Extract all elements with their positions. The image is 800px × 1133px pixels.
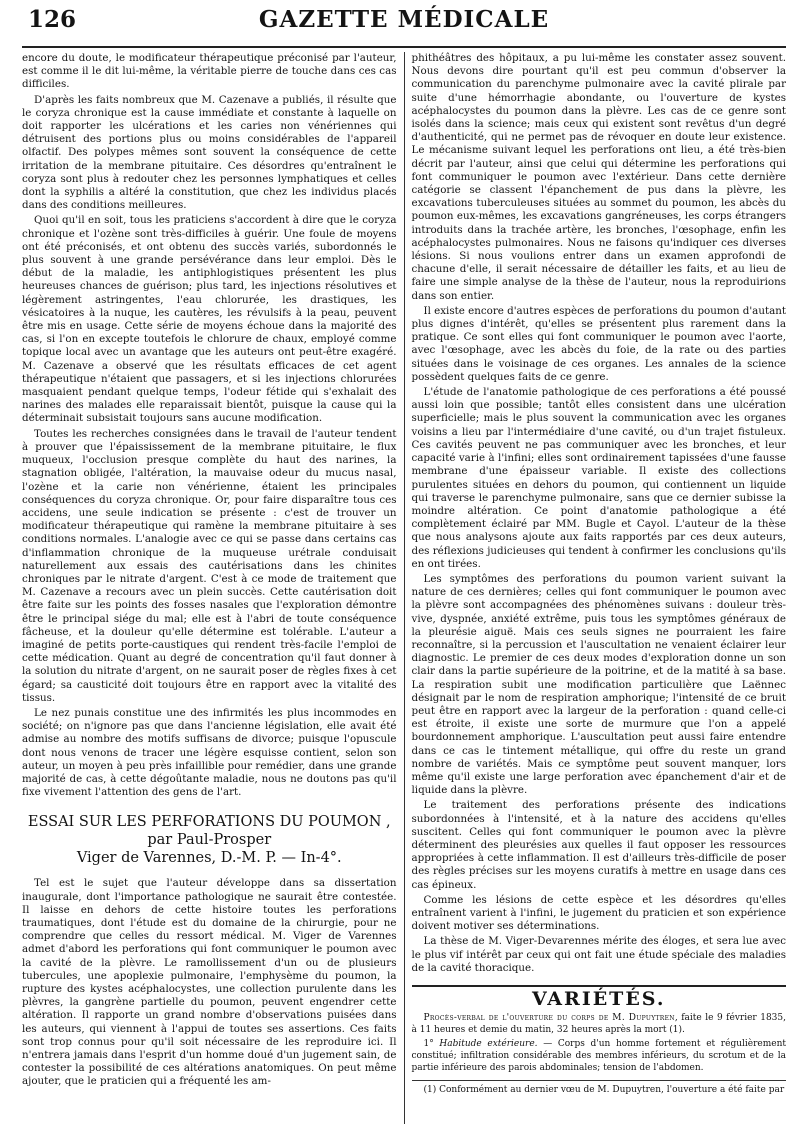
paragraph: Quoi qu'il en soit, tous les praticiens s'accordent à dire que le coryza chronique et l'ozène sont très-difficiles à guérir. Une foule de moyens ont été préconisés, et ont obtenu des succès variés, subordonnés le plus souvent à une grande persévérance dans leur emploi. Dès le début de la maladie, les antiphlogistiques présentent les plus heureuses chances de guérison; plus tard, les injections résolutives et légèrement astringentes, l'eau chlorurée, les drastiques, les vésicatoires à la nuque, les cautères, les révulsifs à la peau, peuvent être mis en usage. Cette série de moyens échoue dans la majorité des cas, si l'on en excepte toutefois le chlorure de chaux, employé comme topique local avec un avantage que les auteurs ont peut-être exagéré. M. Cazenave a observé que les résultats efficaces de cet agent thérapeutique n'étaient que passagers, et si les injections chlorurées masquaient pendant quelque temps, l'odeur fétide qui s'exhalait des narines des malades elle reparaissait bientôt, puisque la cause qui la déterminait subsistait toujours sans aucune modification. [22, 214, 397, 425]
paragraph: phithéâtres des hôpitaux, a pu lui-même les constater assez souvent. Nous devons dire pourtant qu'il est peu commun d'observer la communication du parenchyme pulmonaire avec la cavité plirale par suite d'une hémorrhagie abondante, ou l'ouverture de kystes acéphalocystes du poumon dans la plèvre. Les cas de ce genre sont isolés dans la science; mais ceux qui existent sont revêtus d'un degré d'authenticité, qui ne permet pas de révoquer en doute leur existence. Le mécanisme suivant lequel les perforations ont lieu, a été très-bien décrit par l'auteur, ainsi que celui qui détermine les perforations qui font communiquer le poumon avec l'extérieur. Dans cette dernière catégorie se classent l'épanchement de pus dans la plèvre, les excavations tuberculeuses situées au sommet du poumon, les abcès du poumon eux-mêmes, les excavations gangréneuses, les corps étrangers introduits dans la trachée artère, les bronches, l'œsophage, enfin les acéphalocystes pulmonaires. Nous ne faisons qu'indiquer ces diverses lésions. Si nous voulions entrer dans un examen approfondi de chacune d'elle, il serait nécessaire de détailler les faits, et au lieu de faire une simple analyse de la thèse de l'auteur, nous la reproduirions dans son entier. [411, 52, 786, 302]
paragraph: Le traitement des perforations présente des indications subordonnées à l'intensité, et à la nature des accidens qu'elles suscitent. Celles qui font communiquer le poumon avec la plèvre déterminent des pleurésies aux quelles il faut opposer les ressources appropriées à cette inflammation. Il est d'ailleurs très-difficile de poser des règles précises sur les moyens curatifs à mettre en usage dans ces cas épineux. [411, 799, 786, 891]
section-divider [412, 985, 787, 987]
page-number: 126 [28, 6, 77, 33]
paragraph: Comme les lésions de cette espèce et les désordres qu'elles entraînent varient à l'infini, le jugement du praticien et son expérience doivent motiver ses déterminations. [411, 893, 786, 933]
paragraph: D'après les faits nombreux que M. Cazenave a publiés, il résulte que le coryza chronique est la cause immédiate et constante à laquelle on doit rapporter les ulcérations et les caries non vénériennes qui détruisent des portions plus ou moins considérables de l'appareil olfactif. Des polypes mêmes sont souvent la conséquence de cette irritation de la membrane pituitaire. Ces désordres qu'entraînent le coryza sont plus à redouter chez les personnes lymphatiques et celles dont la syphilis a altéré la constitution, que chez les individus placés dans des conditions meilleures. [22, 93, 397, 212]
paragraph: Il existe encore d'autres espèces de perforations du poumon d'autant plus dignes d'intérêt, qu'elles se présentent plus rarement dans la pratique. Ce sont elles qui font communiquer le poumon avec l'aorte, avec l'œsophage, avec les abcès du foie, de la rate ou des parties situées dans le voisinage de ces organes. Les annales de la science possèdent quelques faits de ce genre. [411, 304, 786, 383]
section-title: VARIÉTÉS. [532, 988, 666, 1011]
paragraph: encore du doute, le modificateur thérapeutique préconisé par l'auteur, est comme il le dit lui-même, la véritable pierre de touche dans ces cas difficiles. [22, 52, 397, 91]
article-title [22, 813, 397, 867]
journal-title: GAZETTE MÉDICALE [258, 6, 550, 33]
paragraph: Tel est le sujet que l'auteur développe dans sa dissertation inaugurale, dont l'importance pathologique ne saurait être contestée. Il laisse en dehors de cette histoire toutes les perforations traumatiques, dont l'étude est du domaine de la chirurgie, pour ne comprendre que celles du ressort médical. M. Viger de Varennes admet d'abord les perforations qui font communiquer le poumon avec la cavité de la plèvre. Le ramollissement d'un ou de plusieurs tubercules, une apoplexie pulmonaire, l'emphysème du poumon, la rupture des kystes acéphalocystes, une collection purulente dans les plèvres, la gangrène partielle du poumon, peuvent engendrer cette altération. Il rapporte un grand nombre d'observations puisées dans les auteurs, qui viennent à l'appui de toutes ses assertions. Ces faits sont trop connus pour qu'il soit nécessaire de les reproduire ici. Il n'entrera jamais dans l'esprit d'un homme doué d'un jugement sain, de contester la possibilité de ces altérations anatomiques. On peut même ajouter, que le praticien qui a fréquenté les am- [22, 877, 397, 1088]
observation-heading: Habitude extérieure. [439, 1039, 538, 1050]
page-header [22, 6, 786, 48]
paragraph: Le nez punais constitue une des infirmités les plus incommodes en société; on n'ignore pas que dans l'ancienne législation, elle avait été admise au nombre des motifs suffisans de divorce; puisque l'opuscule dont nous venons de tracer une légère esquisse contient, selon son auteur, un moyen à peu près infaillible pour remédier, dans une grande majorité de cas, à cette dégoûtante maladie, nous ne doutons pas qu'il fixe vivement l'attention des gens de l'art. [22, 706, 397, 799]
right-column [405, 52, 787, 1096]
paragraph: La thèse de M. Viger-Devarennes mérite des éloges, et sera lue avec le plus vif intérêt par ceux qui ont fait une étude spéciale des maladies de la cavité thoracique. [411, 935, 786, 974]
paragraph: Toutes les recherches consignées dans le travail de l'auteur tendent à prouver que l'épaississement de la membrane pituitaire, le flux muqueux, l'occlusion presque complète du haut des narines, la stagnation obligée, l'altération, la mauvaise odeur du mucus nasal, l'ozène et la carie non vénérienne, étaient les principales conséquences du coryza chronique. Or, pour faire disparaître tous ces accidens, une seule indication se présente : c'est de trouver un modificateur thérapeutique qui ramène la membrane pituitaire à ses conditions normales. L'analogie avec ce qui se passe dans certains cas d'inflammation chronique de la muqueuse urétrale conduisait naturellement aux essais des cautérisations dans les chinites chroniques par le nitrate d'argent. C'est à ce mode de traitement que M. Cazenave a recours avec un plein succès. Cette cautérisation doit être faite sur les points des fosses nasales que l'exploration démontre être le principal siége du mal; elle est à l'abri de toute conséquence fâcheuse, et la douleur qu'elle détermine est tolérable. L'auteur a imaginé de petits porte-caustiques qui rendent très-facile l'emploi de cette médication. Quant au degré de concentration qu'il faut donner à la solution du nitrate d'argent, on ne saurait poser de règles fixes à cet égard; sa causticité doit toujours être en rapport avec la vitalité des tissus. [22, 427, 397, 704]
footnote: (1) Conformément au dernier vœu de M. Dupuytren, l'ouverture a été faite par [412, 1080, 787, 1096]
proces-verbal-heading [412, 1012, 787, 1036]
proces-verbal-caps: Procès-verbal de l'ouverture du corps de M. Dupuytren [423, 1013, 675, 1024]
observation-text: — Corps d'un homme fortement et régulièrement constitué; infiltration considérable des membres inférieurs, du scrotum et de la partie inférieure des parois abdominales; tension de l'abdomen. [411, 1039, 786, 1074]
paragraph: Les symptômes des perforations du poumon varient suivant la nature de ces dernières; celles qui font communiquer le poumon avec la plèvre sont accompagnées des phénomènes suivans : douleur très-vive, dyspnée, anxiété extrême, puis tous les symptômes généraux de la pleurésie aiguë. Mais ces seuls signes ne pourraient les faire reconnaître, si la percussion et l'auscultation ne venaient éclairer leur diagnostic. Le premier de ces deux modes d'exploration donne un son clair dans la partie supérieure de la poitrine, et de la matité à sa base. La respiration subit une modification particulière que Laënnec désignait par le nom de respiration amphorique; l'intensité de ce bruit peut être en rapport avec la largeur de la perforation : quand celle-ci est étroite, il existe une sorte de murmure que l'on a appelé bourdonnement amphorique. L'auscultation peut aussi faire entendre dans ce cas le tintement métallique, qui offre du reste un grand nombre de variétés. Mais ce symptôme peut souvent manquer, lors même qu'il existe une large perforation avec épanchement d'air et de liquide dans la plèvre. [411, 572, 786, 797]
proces-verbal-text: , faite le 9 février 1835, à 11 heures et demie du matin, 32 heures après la mort (1). [411, 1013, 786, 1036]
paragraph: L'étude de l'anatomie pathologique de ces perforations a été poussé aussi loin que possible; tantôt elles consistent dans une ulcération superficielle; mais le plus souvent la communication avec les organes voisins a lieu par l'intermédiaire d'une cavité, ou d'un trajet fistuleux. Ces cavités peuvent ne pas communiquer avec les bronches, et leur capacité varie à l'infini; elles sont ordinairement tapissées d'une fausse membrane d'une épaisseur variable. Il existe des collections purulentes situées en dehors du poumon, qui contiennent un liquide qui traverse le parenchyme pulmonaire, sans que ce dernier subisse la moindre altération. Ce point d'anatomie pathologique a été complètement éclairé par MM. Bugle et Cayol. L'auteur de la thèse que nous analysons ajoute aux faits rapportés par ces deux auteurs, des réflexions judicieuses qui tendent à confirmer les conclusions qu'ils en ont tirées. [411, 386, 786, 570]
observation-paragraph [412, 1038, 787, 1074]
observation-number: 1° [423, 1039, 440, 1050]
article-title-line: Viger de Varennes, D.-M. P. — In-4°. [76, 850, 342, 867]
left-column [22, 52, 405, 1124]
article-title-line: ESSAI SUR LES PERFORATIONS DU POUMON , par Paul-Prosper [27, 814, 391, 849]
columns [22, 52, 786, 1124]
